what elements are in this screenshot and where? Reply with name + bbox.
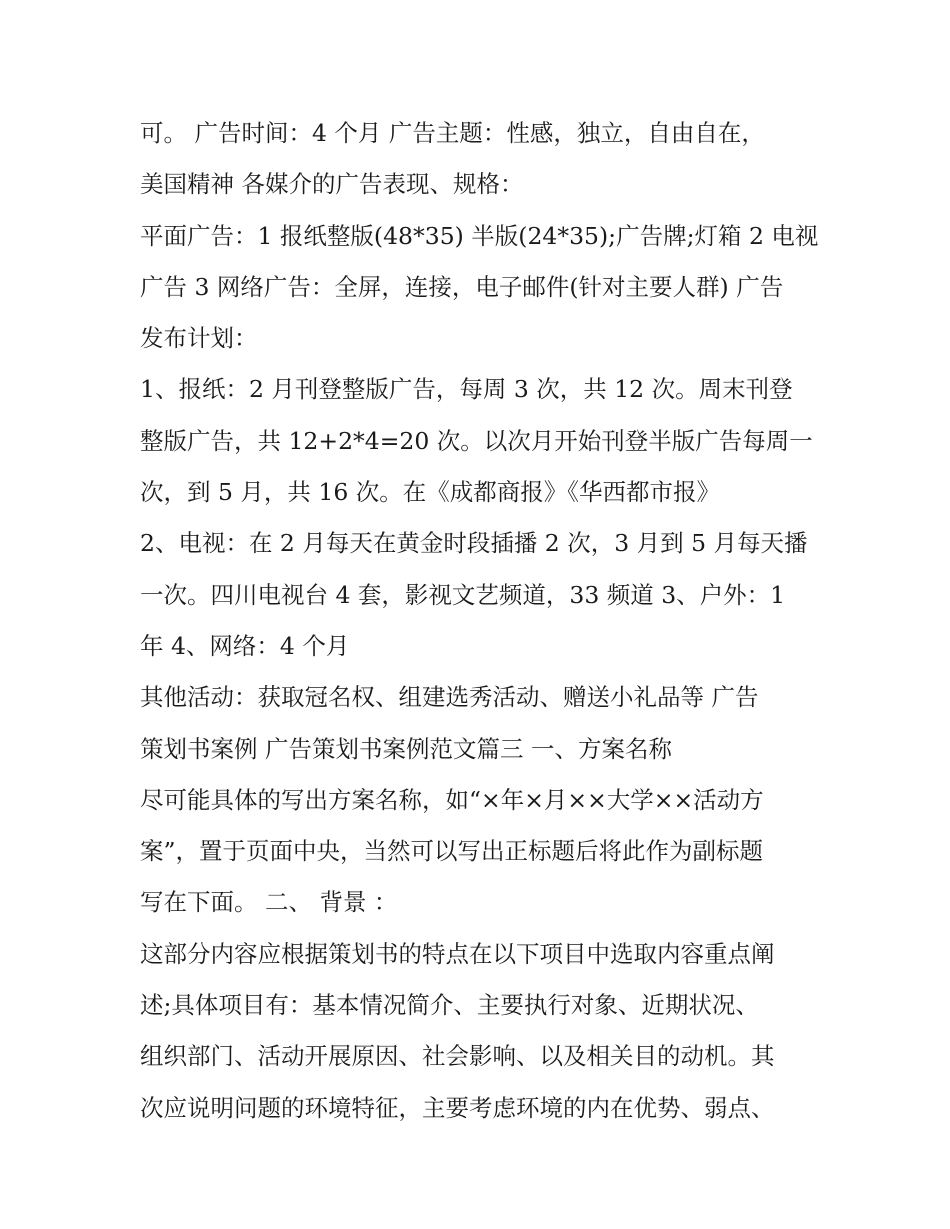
body-text	[140, 108, 830, 1134]
text-line: 平面广告：1 报纸整版(48*35) 半版(24*35);广告牌;灯箱 2 电视	[140, 221, 819, 250]
text-line: 其他活动：获取冠名权、组建选秀活动、赠送小礼品等 广告	[140, 683, 759, 712]
text-line: 1、报纸：2 月刊登整版广告，每周 3 次，共 12 次。周末刊登	[140, 375, 793, 404]
text-line: 2、电视：在 2 月每天在黄金时段插播 2 次，3 月到 5 月每天播	[140, 529, 808, 558]
text-line: 一次。四川电视台 4 套，影视文艺频道，33 频道 3、户外：1	[140, 580, 786, 609]
text-line: 策划书案例 广告策划书案例范文篇三 一、方案名称	[140, 734, 672, 763]
text-line: 写在下面。 二、 背景 ：	[140, 888, 398, 917]
text-line: 发布计划：	[140, 324, 258, 353]
text-line: 这部分内容应根据策划书的特点在以下项目中选取内容重点阐	[140, 939, 775, 968]
text-line: 案”，置于页面中央，当然可以写出正标题后将此作为副标题	[140, 837, 764, 866]
text-line: 美国精神 各媒介的广告表现、规格：	[140, 170, 524, 199]
text-line: 尽可能具体的写出方案名称，如“×年×月××大学××活动方	[140, 785, 764, 814]
text-line: 可。 广告时间：4 个月 广告主题：性感，独立，自由自在，	[140, 119, 765, 147]
text-line: 次，到 5 月，共 16 次。在《成都商报》《华西都市报》	[140, 478, 720, 507]
text-line: 广告 3 网络广告：全屏，连接，电子邮件(针对主要人群) 广告	[140, 272, 784, 301]
text-line: 次应说明问题的环境特征，主要考虑环境的内在优势、弱点、	[140, 1093, 775, 1122]
text-line: 述;具体项目有：基本情况简介、主要执行对象、近期状况、	[140, 991, 759, 1020]
text-line: 整版广告，共 12+2*4=20 次。以次月开始刊登半版广告每周一	[140, 426, 813, 455]
text-line: 年 4、网络：4 个月	[140, 631, 350, 660]
text-line: 组织部门、活动开展原因、社会影响、以及相关目的动机。其	[140, 1042, 775, 1071]
